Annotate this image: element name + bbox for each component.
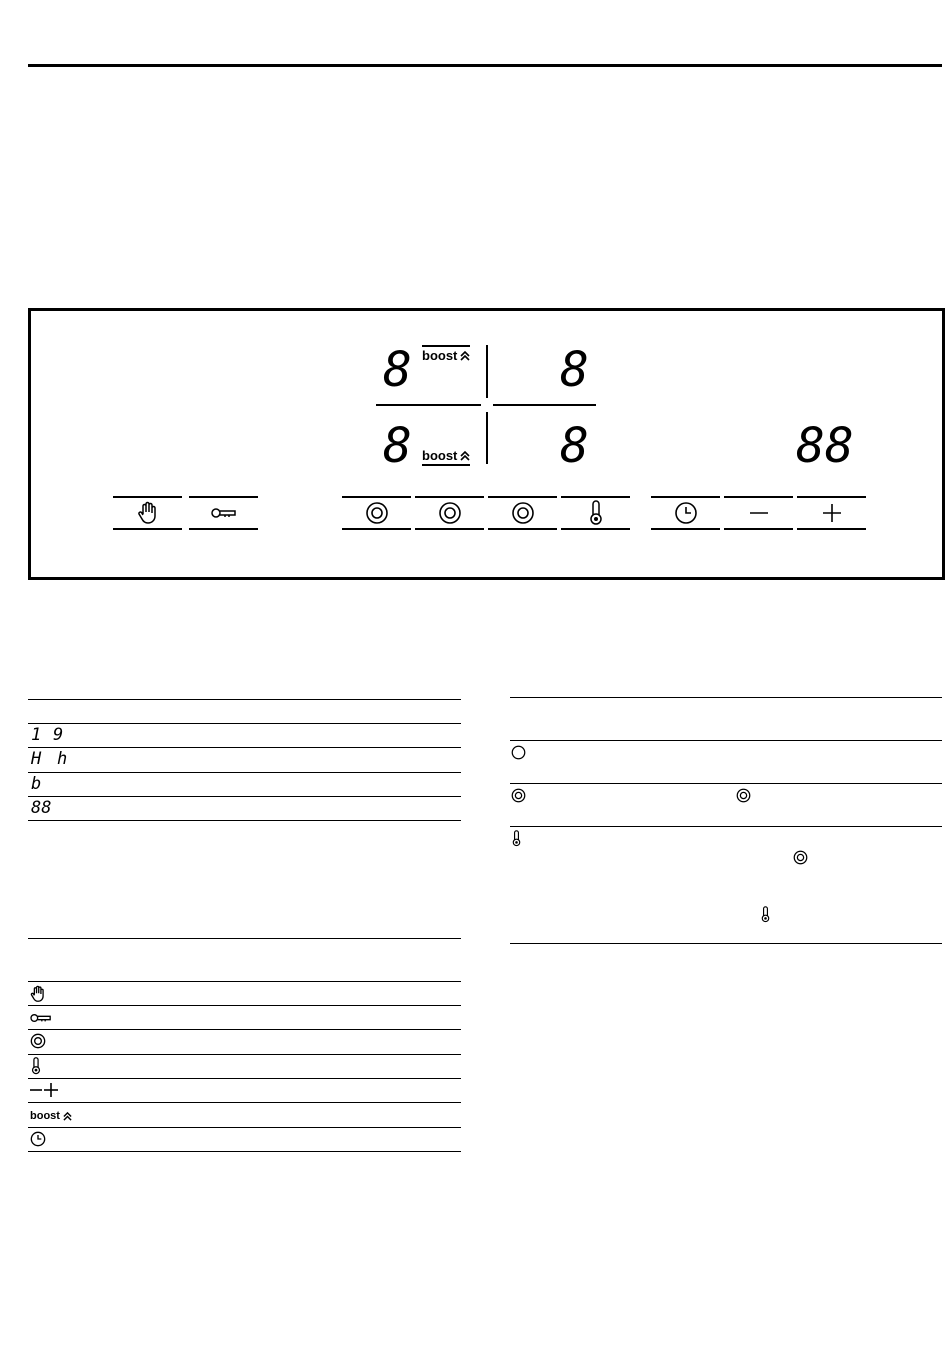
frying-sensor-button[interactable]: [561, 496, 630, 530]
minus-icon: [749, 503, 769, 523]
inline-icon: [793, 849, 808, 865]
thermometer-icon: [31, 1057, 41, 1075]
clock-icon: [30, 1131, 46, 1147]
clock-icon: [674, 501, 698, 525]
table-row: [511, 787, 526, 803]
table-row-rule: [28, 1127, 461, 1128]
display-code-h: h: [57, 749, 68, 769]
inline-icon: [736, 787, 751, 803]
table-row: [30, 1032, 46, 1050]
table-row-rule: [28, 1005, 461, 1006]
symbols-table-bottom-rule: [28, 1151, 461, 1152]
table-row-rule: [510, 783, 942, 784]
chevron-up-double-icon: [63, 1111, 72, 1122]
key-icon: [211, 507, 237, 519]
single-ring-icon: [511, 745, 526, 760]
display-code-H: H: [31, 749, 42, 769]
zone-divider-vertical-lower: [486, 412, 488, 464]
zone-display-front-right: 8: [560, 342, 589, 398]
hotplate-ring-icon: [365, 501, 389, 525]
display-table-top-rule: [28, 699, 461, 700]
table-row-rule: [28, 747, 461, 748]
table-row-rule: [28, 1102, 461, 1103]
display-code-9: 9: [53, 725, 64, 745]
table-row-rule: [28, 1029, 461, 1030]
hotplate-ring-icon: [30, 1033, 46, 1049]
wipe-protection-button[interactable]: [113, 496, 182, 530]
zone-display-rear-right: 8: [560, 418, 589, 474]
table-row-rule: [28, 1054, 461, 1055]
display-table-header-rule: [28, 723, 461, 724]
display-code-b: b: [31, 774, 42, 794]
table-row: [30, 984, 46, 1004]
symbols-table-top-rule: [28, 938, 461, 939]
boost-indicator-bottom: [422, 447, 470, 466]
display-code-1: 1: [31, 725, 42, 745]
boost-indicator-top: [422, 345, 470, 364]
hotplate-ring-icon: [511, 501, 535, 525]
timer-button[interactable]: [651, 496, 720, 530]
table-row-rule: [28, 772, 461, 773]
boost-label: boost: [422, 348, 458, 363]
table-row: [30, 1009, 52, 1027]
inline-icon: [761, 905, 770, 923]
thermometer-icon: [512, 830, 521, 847]
symbols-table-header-rule: [28, 981, 461, 982]
top-rule: [28, 64, 942, 67]
boost-label: boost: [30, 1109, 60, 1122]
zone-select-button-3[interactable]: [488, 496, 557, 530]
hand-icon: [30, 985, 46, 1003]
double-ring-icon: [793, 850, 808, 865]
table-row-rule: [28, 1078, 461, 1079]
timer-display: 88: [796, 418, 854, 474]
table-row: [30, 1130, 46, 1148]
double-ring-icon: [736, 788, 751, 803]
key-icon: [30, 1013, 52, 1023]
zone-display-front-left: 8: [383, 342, 412, 398]
table-row: [30, 1108, 72, 1124]
minus-button[interactable]: [724, 496, 793, 530]
double-ring-icon: [511, 788, 526, 803]
table-row: [512, 829, 521, 847]
zone-divider-vertical: [486, 345, 488, 398]
hand-icon: [137, 501, 159, 525]
zone-display-rear-left: 8: [383, 418, 412, 474]
child-lock-button[interactable]: [189, 496, 258, 530]
display-code-88: 88: [31, 798, 52, 818]
zone-select-button-1[interactable]: [342, 496, 411, 530]
table-row: [31, 1056, 41, 1076]
zone-divider-left: [376, 404, 481, 406]
plus-icon: [822, 503, 842, 523]
chevron-up-double-icon: [460, 350, 470, 362]
boost-label: boost: [422, 448, 458, 463]
plus-button[interactable]: [797, 496, 866, 530]
minus-plus-icon: [30, 1082, 60, 1098]
thermometer-icon: [761, 906, 770, 923]
right-table-header-rule: [510, 740, 942, 741]
right-table-bottom-rule: [510, 943, 942, 944]
table-row-rule: [510, 826, 942, 827]
table-row: [511, 744, 526, 760]
chevron-up-double-icon: [460, 450, 470, 462]
zone-select-button-2[interactable]: [415, 496, 484, 530]
zone-divider-right: [493, 404, 596, 406]
right-table-top-rule: [510, 697, 942, 698]
hotplate-ring-icon: [438, 501, 462, 525]
display-table-bottom-rule: [28, 820, 461, 821]
table-row-rule: [28, 796, 461, 797]
thermometer-icon: [589, 500, 603, 526]
table-row: [30, 1081, 60, 1099]
